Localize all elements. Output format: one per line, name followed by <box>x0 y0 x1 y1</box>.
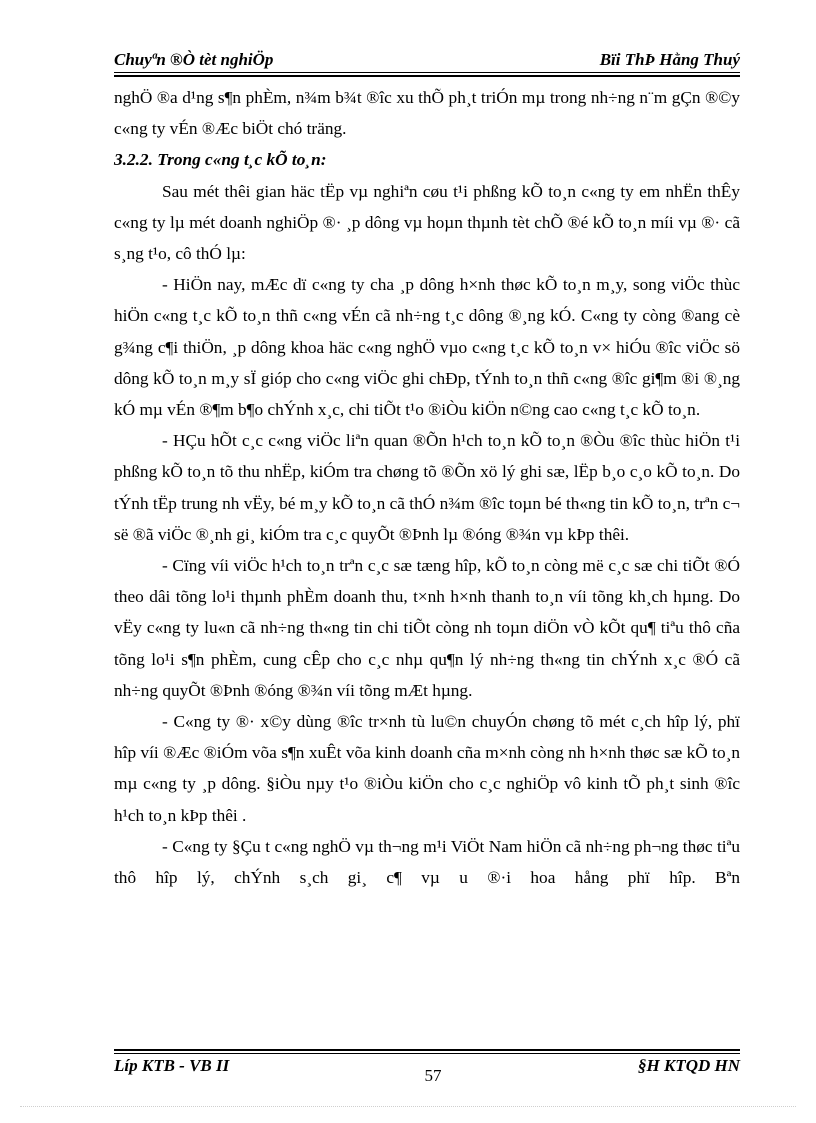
footer-rule-thick <box>114 1049 740 1051</box>
header-author: Bïi ThÞ Hằng Thuý <box>599 50 740 69</box>
paragraph: - C«ng ty §Çu t c«ng nghÖ vµ th¬ng m¹i ViÖt Nam hiÖn cã nh÷ng ph¬ng thøc tiªu thô hîp lý, chÝnh s¸ch gi¸ c¶ vµ u ®·i hoa hång phï hîp. Bªn <box>114 836 740 888</box>
header-title: Chuyªn ®Ò tèt nghiÖp <box>114 50 274 69</box>
footer-rule-thin <box>114 1053 740 1054</box>
paragraph: - C«ng ty ®· x©y dùng ®îc tr×nh tù lu©n chuyÓn chøng tõ mét c¸ch hîp lý, phï hîp víi ®Æc ®iÓm võa s¶n xuÊt võa kinh doanh cña m×nh còng nh h×nh thøc sæ kÕ to¸n mµ c«ng ty ¸p dông. §iÒu nµy t¹o ®iÒu kiÖn cho c¸c nghiÖp vô kinh tÕ ph¸t sinh ®îc h¹ch to¸n kÞp thêi . <box>114 712 740 825</box>
header-rule-thin <box>114 72 740 73</box>
paragraph: - Cïng víi viÖc h¹ch to¸n trªn c¸c sæ tæng hîp, kÕ to¸n còng më c¸c sæ chi tiÕt ®Ó theo dâi tõng lo¹i thµnh phÈm doanh thu, t×nh h×nh thanh to¸n víi tõng kh¸ch hµng. Do vËy c«ng ty lu«n cã nh÷ng th«ng tin chi tiÕt còng nh toµn diÖn vÒ kÕt qu¶ tiªu thô cña tõng lo¹i s¶n phÈm, cung cÊp cho c¸c nhµ qu¶n lý nh÷ng th«ng tin chÝnh x¸c ®Ó cã nh÷ng quyÕt ®Þnh ®óng ®¾n víi tõng mÆt hµng. <box>114 556 740 700</box>
paragraph: - HÇu hÕt c¸c c«ng viÖc liªn quan ®Õn h¹ch to¸n kÕ to¸n ®Òu ®îc thùc hiÖn t¹i phßng kÕ to¸n tõ thu nhËp, kiÓm tra chøng tõ ®Õn xö lý ghi sæ, lËp b¸o c¸o kÕ to¸n. Do tÝnh tËp trung nh vËy, bé m¸y kÕ to¸n cã thÓ n¾m ®îc toµn bé th«ng tin kÕ to¸n, trªn c¬ së ®ã viÖc ®¸nh gi¸ kiÓm tra c¸c quyÕt ®Þnh lµ ®óng ®¾n vµ kÞp thêi. <box>114 431 740 544</box>
page-number: 57 <box>424 1066 442 1085</box>
header-rule-thick <box>114 75 740 77</box>
body-text <box>114 82 740 893</box>
paragraph-continued: nghÖ ®a d¹ng s¶n phÈm, n¾m b¾t ®îc xu thÕ ph¸t triÓn mµ trong nh÷ng n¨m gÇn ®©y c«ng ty vÉn ®Æc biÖt chó träng. <box>114 88 740 139</box>
paragraph: Sau mét thêi gian häc tËp vµ nghiªn cøu t¹i phßng kÕ to¸n c«ng ty em nhËn thÊy c«ng ty lµ mét doanh nghiÖp ®· ¸p dông vµ hoµn thµnh tèt chÕ ®é kÕ to¸n míi vµ ®· cã s¸ng t¹o, cô thÓ lµ: <box>114 181 740 264</box>
section-heading: 3.2.2. Trong c«ng t¸c kÕ to¸n: <box>114 150 327 170</box>
page-bottom-divider <box>20 1106 796 1107</box>
footer-university: §H KTQD HN <box>638 1056 740 1075</box>
footer-class: Líp KTB - VB II <box>114 1056 230 1075</box>
paragraph: - HiÖn nay, mÆc dï c«ng ty cha ¸p dông h×nh thøc kÕ to¸n m¸y, song viÖc thùc hiÖn c«ng t¸c kÕ to¸n thñ c«ng vÉn cã nh÷ng t¸c dông ®¸ng kÓ. C«ng ty còng ®ang cè g¾ng c¶i thiÖn, ¸p dông khoa häc c«ng nghÖ vµo c«ng t¸c kÕ to¸n v× hiÓu ®îc viÖc sö dông kÕ to¸n m¸y sÏ gióp cho c«ng viÖc ghi chÐp, tÝnh to¸n thñ c«ng ®îc gi¶m ®i ®¸ng kÓ mµ vÉn ®¶m b¶o chÝnh x¸c, chi tiÕt t¹o ®iÒu kiÖn n©ng cao c«ng t¸c kÕ to¸n. <box>114 275 740 420</box>
